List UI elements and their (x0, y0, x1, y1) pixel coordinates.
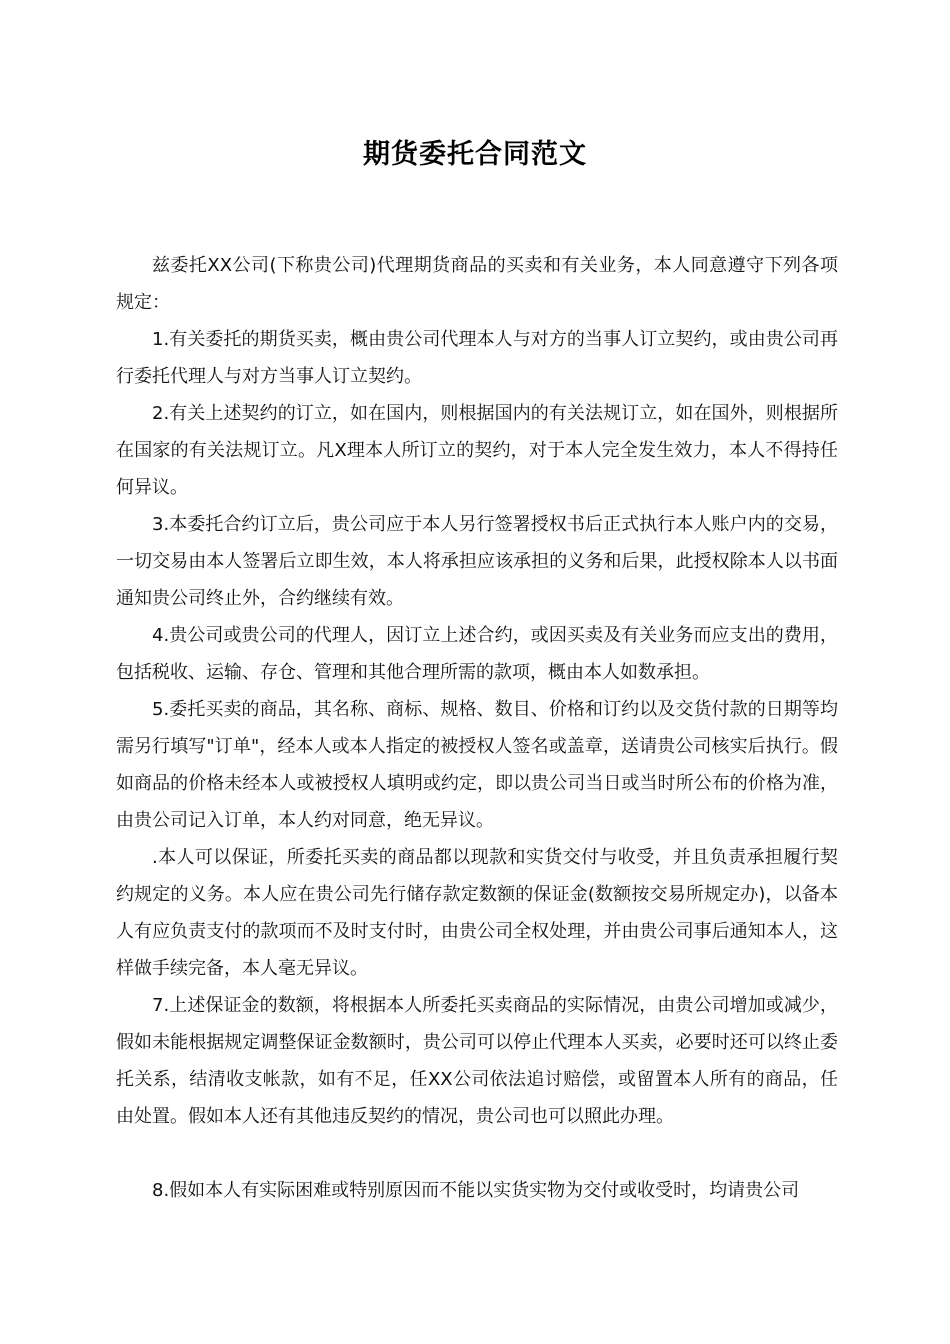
paragraph-clause-6: .本人可以保证，所委托买卖的商品都以现款和实货交付与收受，并且负责承担履行契约规定的义务。本人应在贵公司先行储存款定数额的保证金(数额按交易所规定办)，以备本人有应负责支付的款项而不及时支付时，由贵公司全权处理，并由贵公司事后通知本人，这样做手续完备，本人毫无异议。 (116, 847, 838, 979)
paragraph-intro: 兹委托XX公司(下称贵公司)代理期货商品的买卖和有关业务，本人同意遵守下列各项规定： (116, 255, 838, 313)
paragraph-clause-2: 2.有关上述契约的订立，如在国内，则根据国内的有关法规订立，如在国外，则根据所在国家的有关法规订立。凡X理本人所订立的契约，对于本人完全发生效力，本人不得持任何异议。 (116, 403, 838, 498)
paragraph-clause-1: 1.有关委托的期货买卖，概由贵公司代理本人与对方的当事人订立契约，或由贵公司再行委托代理人与对方当事人订立契约。 (116, 329, 838, 387)
paragraph-clause-4: 4.贵公司或贵公司的代理人，因订立上述合约，或因买卖及有关业务而应支出的费用，包括税收、运输、存仓、管理和其他合理所需的款项，概由本人如数承担。 (116, 625, 838, 683)
paragraph-clause-3: 3.本委托合约订立后，贵公司应于本人另行签署授权书后正式执行本人账户内的交易，一切交易由本人签署后立即生效，本人将承担应该承担的义务和后果，此授权除本人以书面通知贵公司终止外，合约继续有效。 (116, 514, 838, 609)
document-body (116, 247, 838, 1209)
document-title: 期货委托合同范文 (363, 139, 587, 170)
paragraph-clause-8: 8.假如本人有实际困难或特别原因而不能以实货实物为交付或收受时，均请贵公司 (152, 1180, 800, 1201)
paragraph-clause-7: 7.上述保证金的数额，将根据本人所委托买卖商品的实际情况，由贵公司增加或减少，假如未能根据规定调整保证金数额时，贵公司可以停止代理本人买卖，必要时还可以终止委托关系，结清收支帐款，如有不足，任XX公司依法追讨赔偿，或留置本人所有的商品，任由处置。假如本人还有其他违反契约的情况，贵公司也可以照此办理。 (116, 995, 838, 1127)
paragraph-clause-5: 5.委托买卖的商品，其名称、商标、规格、数目、价格和订约以及交货付款的日期等均需另行填写"订单"，经本人或本人指定的被授权人签名或盖章，送请贵公司核实后执行。假如商品的价格未经本人或被授权人填明或约定，即以贵公司当日或当时所公布的价格为准，由贵公司记入订单，本人约对同意，绝无异议。 (116, 699, 838, 831)
